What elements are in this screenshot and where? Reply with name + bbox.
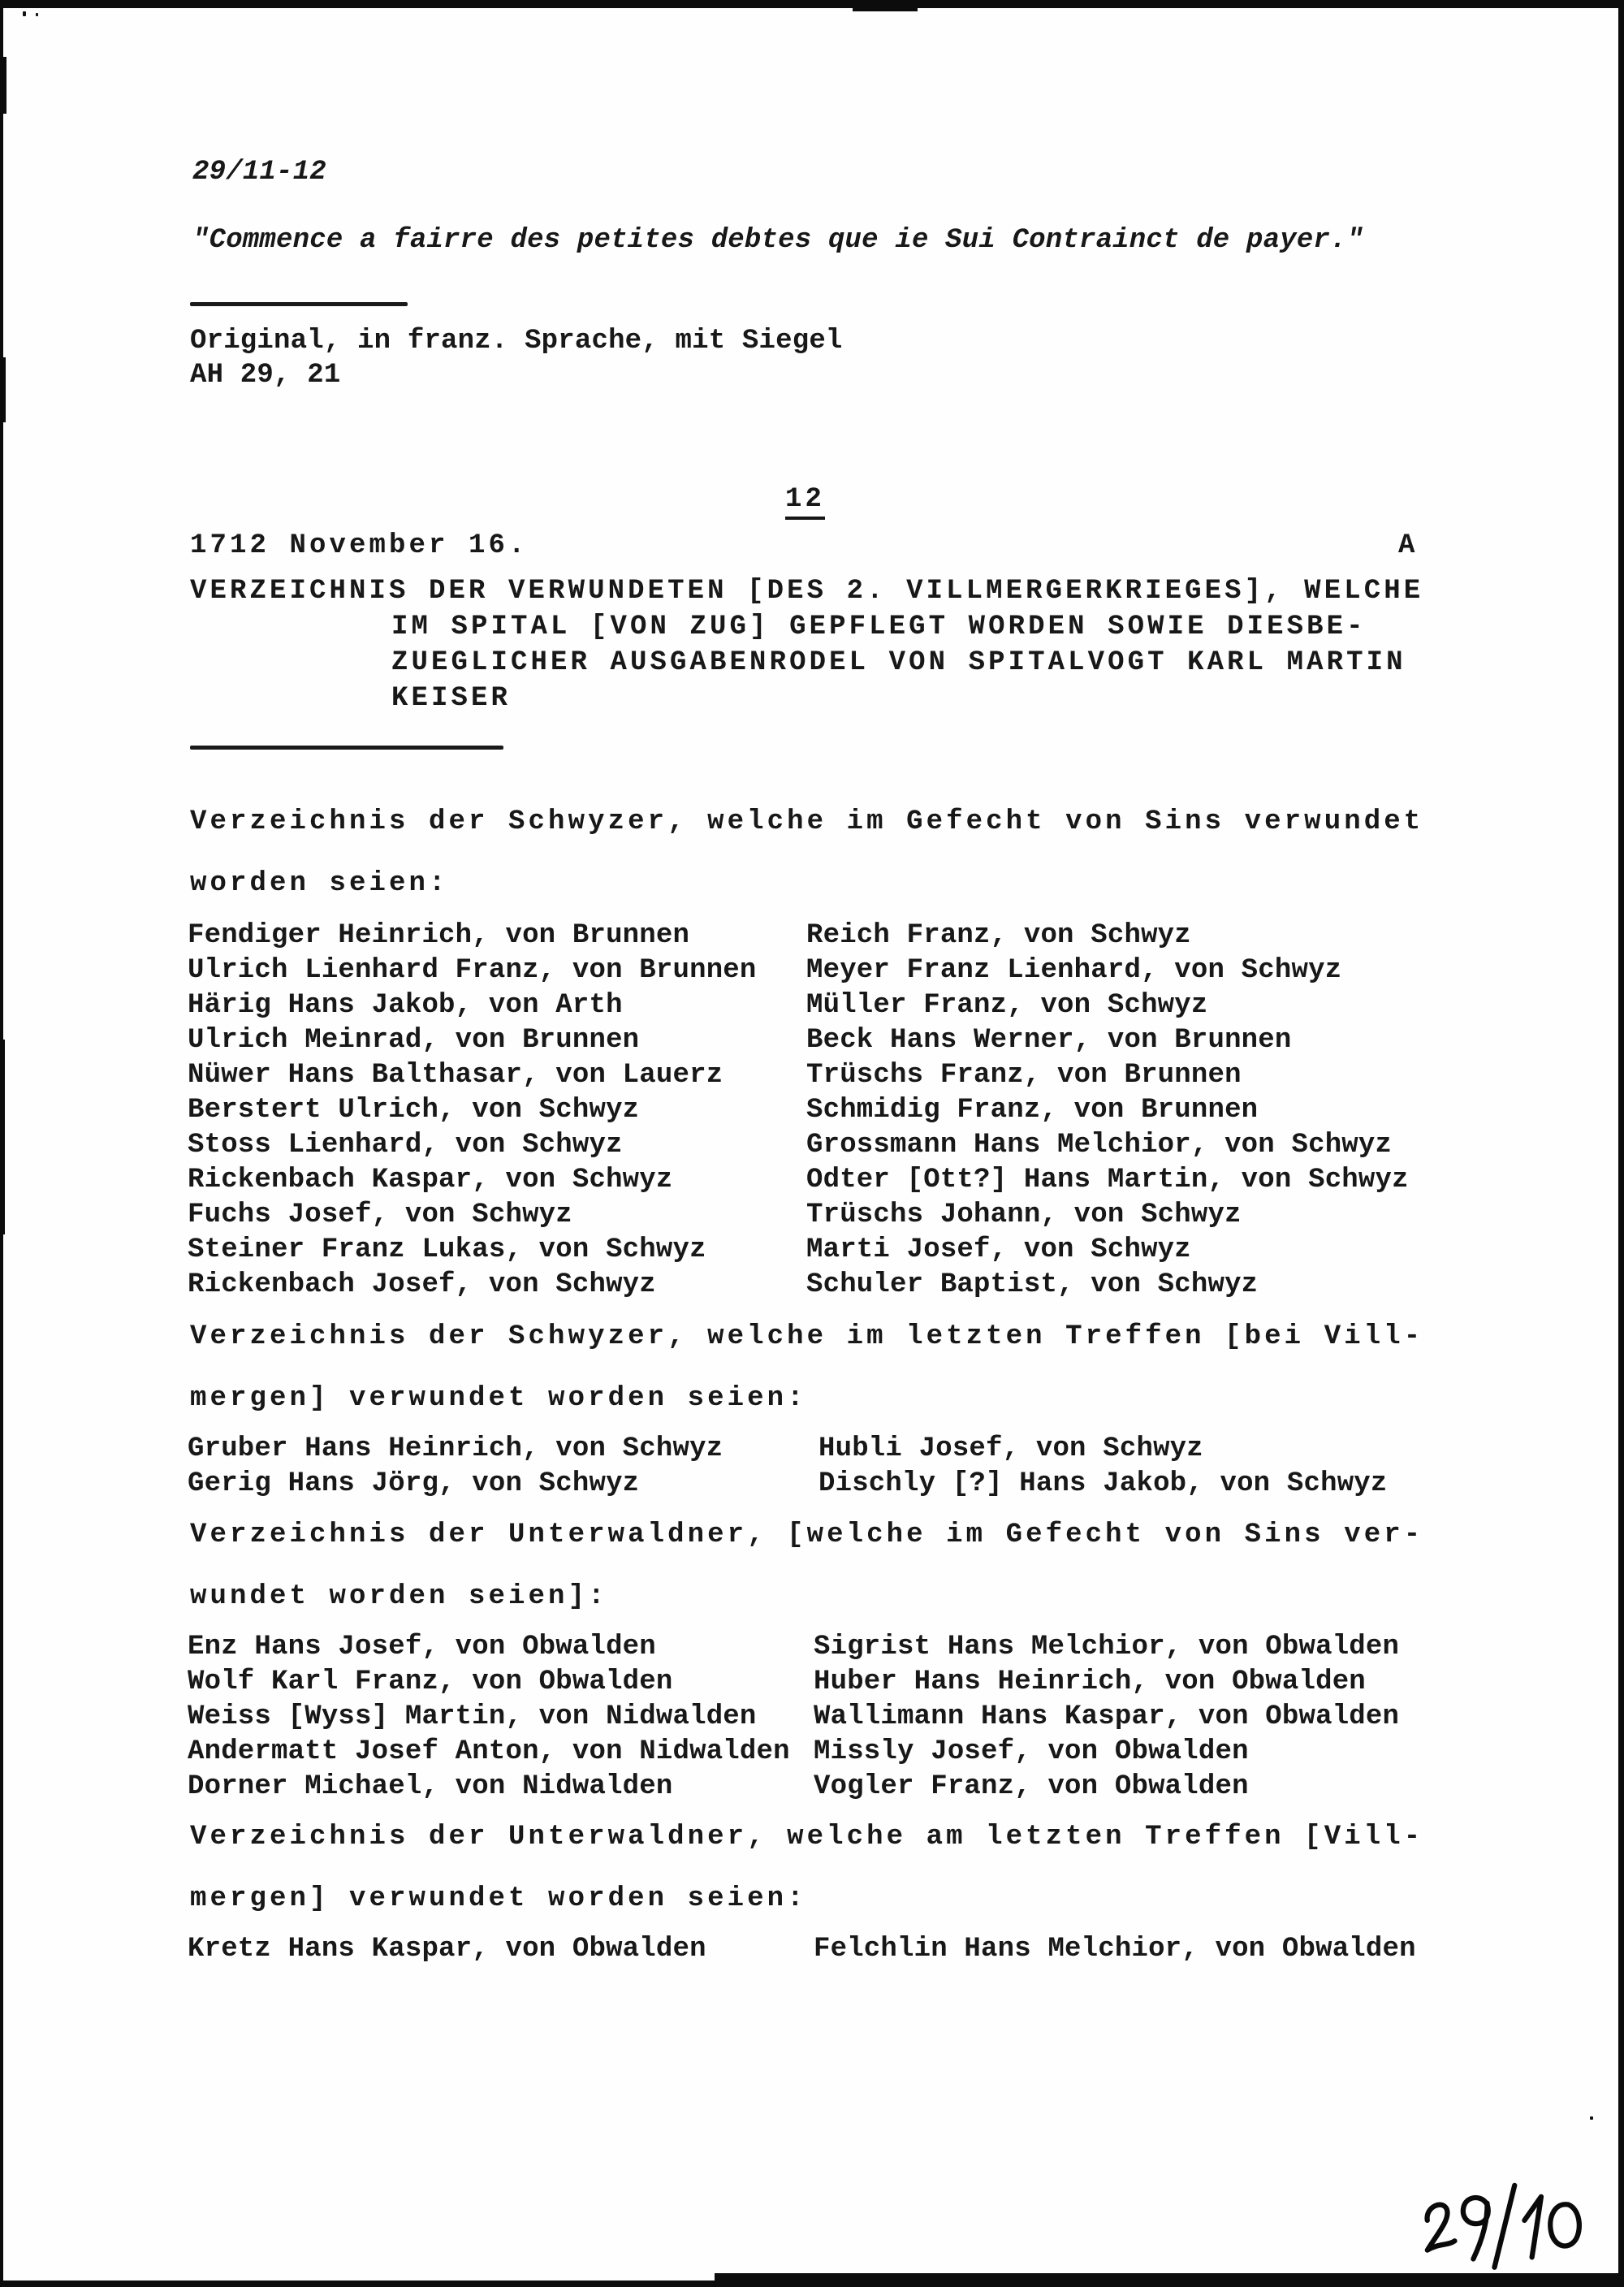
casualty-name: Gerig Hans Jörg, von Schwyz: [188, 1468, 640, 1499]
section-heading-line: Verzeichnis der Unterwaldner, [welche im Gefecht von Sins ver-: [190, 1520, 1424, 1550]
section-heading-line: Verzeichnis der Schwyzer, welche im letzten Treffen [bei Vill-: [190, 1321, 1424, 1352]
casualty-name: Reich Franz, von Schwyz: [806, 920, 1191, 951]
casualty-name: Wolf Karl Franz, von Obwalden: [188, 1667, 673, 1697]
section-heading-line: mergen] verwundet worden seien:: [190, 1383, 807, 1414]
casualty-name: Müller Franz, von Schwyz: [806, 990, 1208, 1021]
casualty-name: Dischly [?] Hans Jakob, von Schwyz: [818, 1468, 1388, 1499]
section-heading-line: Verzeichnis der Unterwaldner, welche am letzten Treffen [Vill-: [190, 1822, 1424, 1853]
document-title-line: KEISER: [391, 683, 512, 714]
casualty-name: Rickenbach Kaspar, von Schwyz: [188, 1165, 673, 1195]
casualty-name: Marti Josef, von Schwyz: [806, 1234, 1191, 1265]
casualty-name: Vogler Franz, von Obwalden: [814, 1771, 1249, 1802]
casualty-name: Odter [Ott?] Hans Martin, von Schwyz: [806, 1165, 1409, 1195]
section-heading-line: wundet worden seien]:: [190, 1581, 608, 1612]
scan-speck: [23, 11, 26, 16]
casualty-name: Enz Hans Josef, von Obwalden: [188, 1632, 656, 1662]
casualty-name: Gruber Hans Heinrich, von Schwyz: [188, 1433, 723, 1464]
scan-edge-right: [1618, 0, 1624, 2287]
scan-speck: [36, 13, 38, 16]
casualty-name: Meyer Franz Lienhard, von Schwyz: [806, 955, 1342, 986]
page-number: 12: [785, 483, 825, 520]
casualty-name: Trüschs Johann, von Schwyz: [806, 1200, 1242, 1230]
scan-edge-left-blob-2: [0, 357, 6, 422]
source-note-line: Original, in franz. Sprache, mit Siegel: [190, 326, 843, 357]
scan-edge-top: [0, 0, 1624, 8]
scan-edge-left-blob-3: [0, 1040, 5, 1234]
french-quote: "Commence a fairre des petites debtes que ie Sui Contrainct de payer.": [192, 225, 1364, 256]
document-title-line: IM SPITAL [VON ZUG] GEPFLEGT WORDEN SOWIE DIESBE-: [391, 612, 1367, 642]
casualty-name: Kretz Hans Kaspar, von Obwalden: [188, 1934, 706, 1965]
casualty-name: Dorner Michael, von Nidwalden: [188, 1771, 673, 1802]
casualty-name: Schmidig Franz, von Brunnen: [806, 1095, 1259, 1126]
archive-reference: 29/11-12: [192, 157, 326, 188]
section-heading-line: worden seien:: [190, 868, 449, 899]
casualty-name: Rickenbach Josef, von Schwyz: [188, 1269, 656, 1300]
casualty-name: Fuchs Josef, von Schwyz: [188, 1200, 572, 1230]
scan-edge-left-blob-1: [0, 57, 6, 114]
casualty-name: Missly Josef, von Obwalden: [814, 1736, 1249, 1767]
casualty-name: Huber Hans Heinrich, von Obwalden: [814, 1667, 1366, 1697]
document-title-line: ZUEGLICHER AUSGABENRODEL VON SPITALVOGT KARL MARTIN: [391, 647, 1406, 678]
casualty-name: Ulrich Meinrad, von Brunnen: [188, 1025, 640, 1056]
scan-speck: [1590, 2116, 1593, 2120]
divider-rule-top: [190, 302, 408, 306]
casualty-name: Trüschs Franz, von Brunnen: [806, 1060, 1242, 1091]
marginal-letter: A: [1398, 530, 1419, 561]
casualty-name: Härig Hans Jakob, von Arth: [188, 990, 623, 1021]
section-heading-line: Verzeichnis der Schwyzer, welche im Gefecht von Sins verwundet: [190, 806, 1424, 837]
casualty-name: Hubli Josef, von Schwyz: [818, 1433, 1203, 1464]
casualty-name: Felchlin Hans Melchior, von Obwalden: [814, 1934, 1416, 1965]
casualty-name: Beck Hans Werner, von Brunnen: [806, 1025, 1292, 1056]
document-title-line: VERZEICHNIS DER VERWUNDETEN [DES 2. VILLMERGERKRIEGES], WELCHE: [190, 576, 1424, 607]
casualty-name: Grossmann Hans Melchior, von Schwyz: [806, 1130, 1393, 1161]
divider-rule-title: [190, 746, 503, 750]
casualty-name: Fendiger Heinrich, von Brunnen: [188, 920, 690, 951]
casualty-name: Steiner Franz Lukas, von Schwyz: [188, 1234, 706, 1265]
casualty-name: Sigrist Hans Melchior, von Obwalden: [814, 1632, 1400, 1662]
casualty-name: Berstert Ulrich, von Schwyz: [188, 1095, 640, 1126]
section-heading-line: mergen] verwundet worden seien:: [190, 1883, 807, 1914]
casualty-name: Wallimann Hans Kaspar, von Obwalden: [814, 1701, 1400, 1732]
casualty-name: Stoss Lienhard, von Schwyz: [188, 1130, 623, 1161]
date-heading: 1712 November 16.: [190, 530, 529, 561]
casualty-name: Schuler Baptist, von Schwyz: [806, 1269, 1259, 1300]
casualty-name: Ulrich Lienhard Franz, von Brunnen: [188, 955, 757, 986]
handwritten-folio-number: [1410, 2174, 1596, 2283]
casualty-name: Nüwer Hans Balthasar, von Lauerz: [188, 1060, 723, 1091]
scan-edge-top-bump: [853, 8, 918, 11]
casualty-name: Weiss [Wyss] Martin, von Nidwalden: [188, 1701, 757, 1732]
casualty-name: Andermatt Josef Anton, von Nidwalden: [188, 1736, 790, 1767]
source-note-line: AH 29, 21: [190, 360, 341, 391]
